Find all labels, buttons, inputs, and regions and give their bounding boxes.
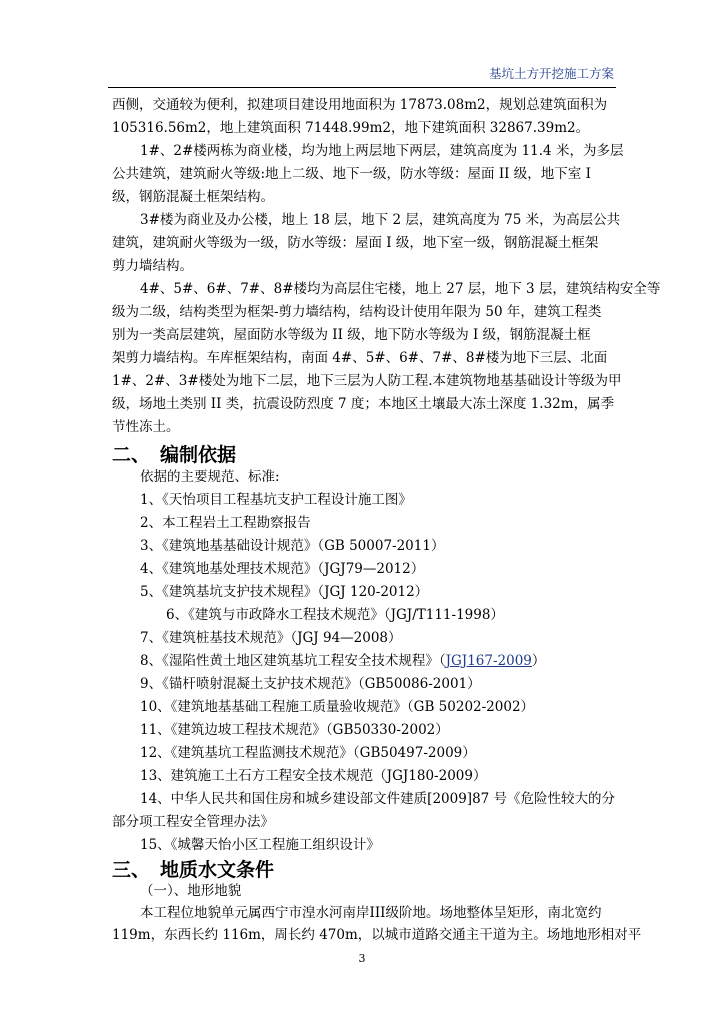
header-divider — [108, 87, 616, 88]
reference-item: 9、《锚杆喷射混凝土支护技术规范》（GB50086-2001） — [140, 676, 481, 692]
section-title: 编制依据 — [160, 444, 237, 466]
paragraph-line: 级，场地土类别 II 类，抗震设防烈度 7 度；本地区土壤最大冻土深度 1.32m，属季 — [112, 396, 615, 412]
paragraph-line: 1#、2#、3#楼处为地下二层，地下三层为人防工程.本建筑物地基基础设计等级为甲 — [112, 373, 622, 389]
paragraph-line: 剪力墙结构。 — [112, 258, 193, 274]
section-title: 地质水文条件 — [160, 859, 275, 881]
reference-item: 5、《建筑基坑支护技术规程》（JGJ 120-2012） — [140, 584, 429, 600]
reference-item: 11、《建筑边坡工程技术规范》（GB50330-2002） — [140, 722, 449, 738]
section-number: 三、 — [112, 859, 151, 881]
reference-item: 12、《建筑基坑工程监测技术规范》（GB50497-2009） — [140, 745, 476, 761]
reference-item: 1、《天怡项目工程基坑支护工程设计施工图》 — [140, 492, 412, 508]
paragraph-line: 节性冻土。 — [112, 419, 180, 435]
reference-item: 3、《建筑地基基础设计规范》（GB 50007-2011） — [140, 538, 445, 554]
paragraph-line: 级为二级，结构类型为框架-剪力墙结构，结构设计使用年限为 50 年，建筑工程类 — [112, 304, 602, 320]
paragraph-line: 3#楼为商业及办公楼，地上 18 层，地下 2 层，建筑高度为 75 米，为高层公共 — [140, 212, 621, 228]
paragraph-line: 本工程位地貌单元属西宁市湟水河南岸III级阶地。场地整体呈矩形，南北宽约 — [140, 905, 602, 921]
paragraph-line: 119m，东西长约 116m，周长约 470m，以城市道路交通主干道为主。场地地形相对平 — [112, 927, 642, 943]
reference-item: 部分项工程安全管理办法》 — [112, 814, 274, 830]
reference-item: 10、《建筑地基基础工程施工质量验收规范》（GB 50202-2002） — [140, 699, 535, 715]
paragraph-line: 西侧，交通较为便利，拟建项目建设用地面积为 17873.08m2，规划总建筑面积为 — [112, 97, 608, 113]
paragraph-line: 公共建筑，建筑耐火等级:地上二级、地下一级，防水等级：屋面 II 级，地下室 I — [112, 166, 591, 182]
standard-link[interactable]: JGJ167-2009 — [445, 653, 532, 669]
paragraph-line: 级，钢筋混凝土框架结构。 — [112, 189, 274, 205]
paragraph-line: 别为一类高层建筑，屋面防水等级为 II 级，地下防水等级为 I 级，钢筋混凝土框 — [112, 327, 591, 343]
paragraph-line: 建筑，建筑耐火等级为一级，防水等级：屋面 I 级，地下室一级，钢筋混凝土框架 — [112, 235, 599, 251]
reference-item: 7、《建筑桩基技术规范》（JGJ 94—2008） — [140, 630, 402, 646]
reference-item-text: ） — [531, 653, 546, 669]
reference-item — [140, 651, 545, 671]
page-number: 3 — [358, 952, 366, 965]
section-number: 二、 — [112, 444, 151, 466]
paragraph-line: 105316.56m2，地上建筑面积 71448.99m2，地下建筑面积 32867.39m2。 — [112, 120, 590, 136]
reference-item: 14、中华人民共和国住房和城乡建设部文件建质[2009]87 号《危险性较大的分 — [140, 791, 616, 807]
paragraph-line: 架剪力墙结构。车库框架结构，南面 4#、5#、6#、7#、8#楼为地下三层、北面 — [112, 350, 608, 366]
reference-item: 2、本工程岩土工程勘察报告 — [140, 515, 311, 531]
paragraph-line: 4#、5#、6#、7#、8#楼均为高层住宅楼，地上 27 层，地下 3 层，建筑结构安全等 — [140, 281, 661, 297]
reference-item: 4、《建筑地基处理技术规范》（JGJ79—2012） — [140, 561, 425, 577]
section-intro: 依据的主要规范、标准: — [140, 469, 280, 485]
section-heading — [112, 440, 236, 467]
reference-item: 15、《城馨天怡小区工程施工组织设计》 — [140, 837, 380, 853]
reference-item-text: 8、《湿陷性黄土地区建筑基坑工程安全技术规程》（ — [140, 653, 446, 669]
section-heading — [112, 855, 274, 882]
paragraph-line: 1#、2#楼两栋为商业楼，均为地上两层地下两层，建筑高度为 11.4 米，为多层 — [140, 143, 624, 159]
header-title: 基坑土方开挖施工方案 — [488, 66, 614, 81]
subsection-heading: （一）、地形地貌 — [140, 883, 242, 899]
reference-item: 13、建筑施工土石方工程安全技术规范（JGJ180-2009） — [140, 768, 487, 784]
reference-item: 6、《建筑与市政降水工程技术规范》（JGJ/T111-1998） — [166, 607, 504, 623]
